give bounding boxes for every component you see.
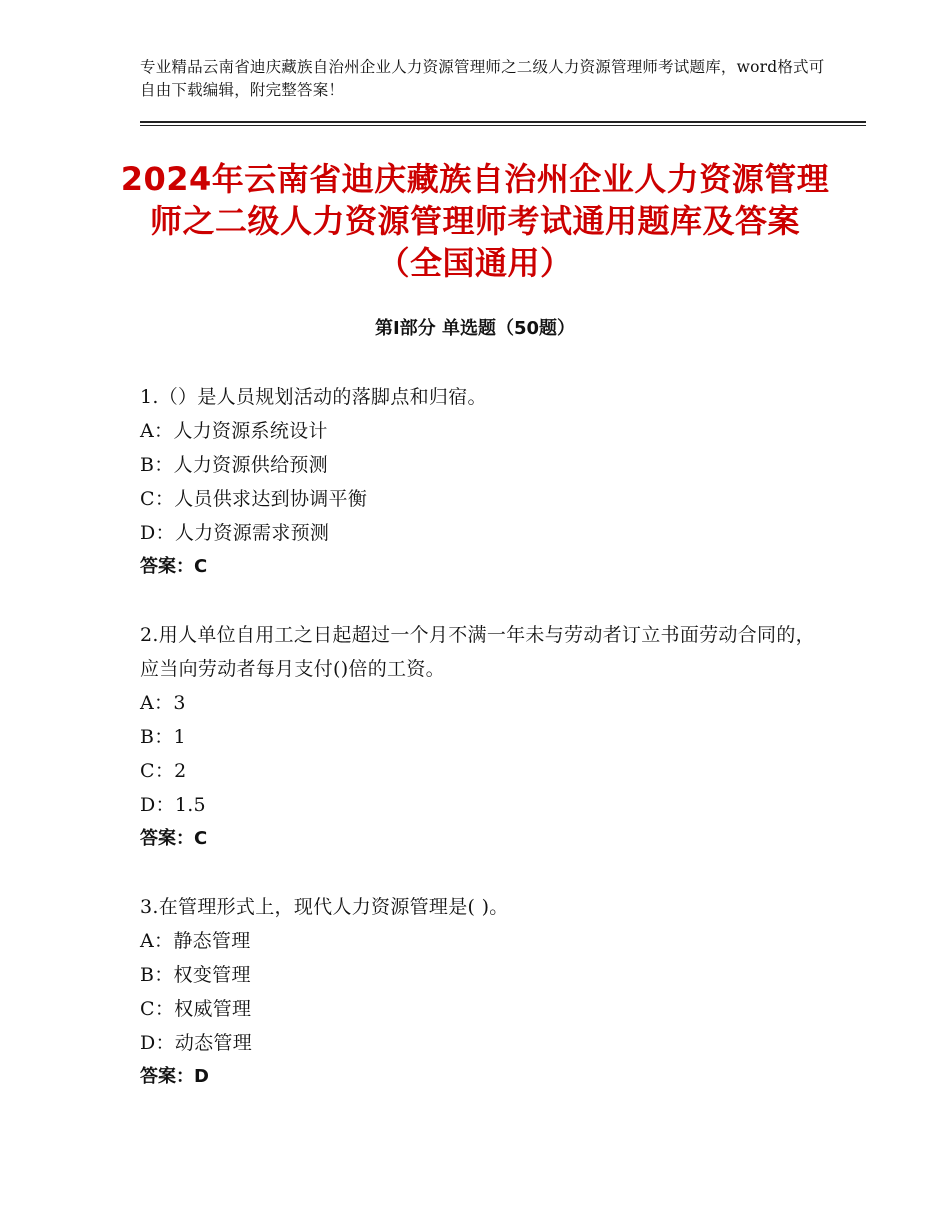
- question-2: [140, 618, 820, 856]
- answer: 答案：D: [140, 1066, 209, 1087]
- question-stem: 3.在管理形式上，现代人力资源管理是( )。: [140, 896, 509, 918]
- question-3: [140, 890, 820, 1094]
- answer: 答案：C: [140, 828, 208, 849]
- header-rule-thick: [140, 121, 866, 123]
- option-a: A：静态管理: [140, 930, 251, 952]
- option-c: C：2: [140, 760, 187, 782]
- question-list: [140, 380, 820, 1128]
- option-c: C：人员供求达到协调平衡: [140, 488, 368, 510]
- question-stem: 2.用人单位自用工之日起超过一个月不满一年未与劳动者订立书面劳动合同的，应当向劳动者每月支付()倍的工资。: [140, 624, 815, 680]
- option-d: D：动态管理: [140, 1032, 253, 1054]
- option-b: B：人力资源供给预测: [140, 454, 328, 476]
- question-1: [140, 380, 820, 584]
- header-note: 专业精品云南省迪庆藏族自治州企业人力资源管理师之二级人力资源管理师考试题库，word格式可自由下载编辑，附完整答案！: [140, 58, 825, 99]
- option-b: B：1: [140, 726, 186, 748]
- option-a: A：人力资源系统设计: [140, 420, 328, 442]
- option-a: A：3: [140, 692, 186, 714]
- document-title: 2024年云南省迪庆藏族自治州企业人力资源管理师之二级人力资源管理师考试通用题库及答案（全国通用）: [120, 160, 830, 282]
- option-c: C：权威管理: [140, 998, 252, 1020]
- answer: 答案：C: [140, 556, 208, 577]
- question-stem: 1.（）是人员规划活动的落脚点和归宿。: [140, 386, 487, 408]
- option-d: D：1.5: [140, 794, 206, 816]
- option-d: D：人力资源需求预测: [140, 522, 330, 544]
- option-b: B：权变管理: [140, 964, 251, 986]
- section-title: 第Ⅰ部分 单选题（50题）: [374, 318, 575, 339]
- header-rule-thin: [140, 125, 866, 126]
